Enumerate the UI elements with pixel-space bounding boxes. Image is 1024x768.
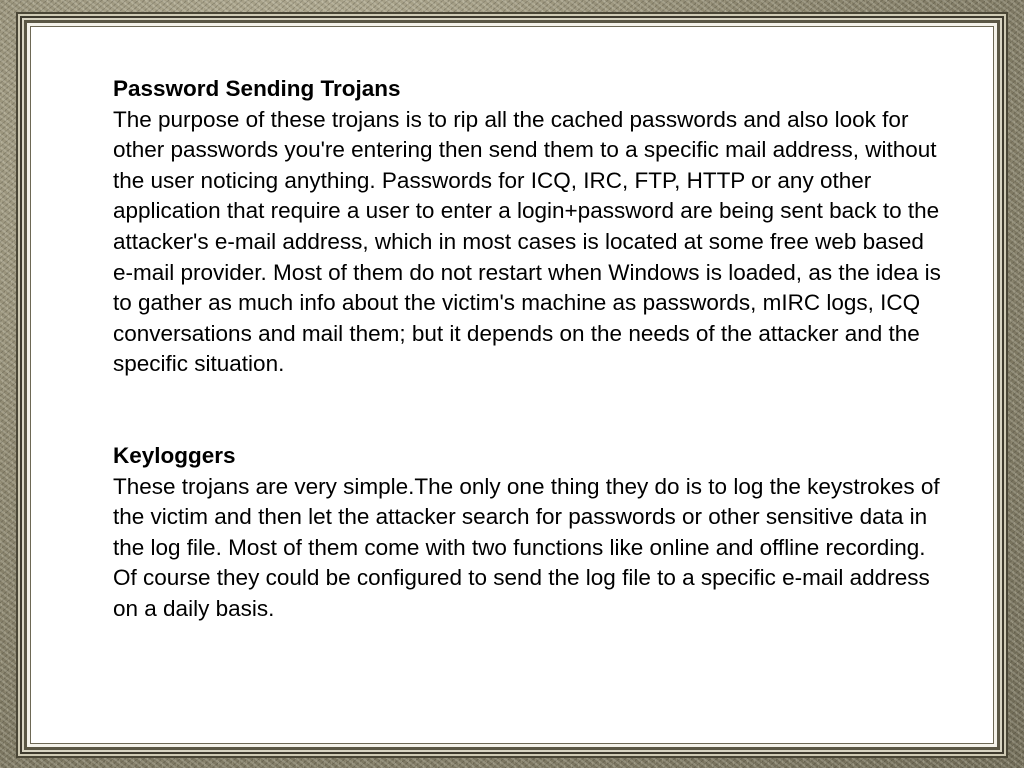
- section-body: The purpose of these trojans is to rip all the cached passwords and also look for other passwords you're entering then send them to a specific mail address, without the user noticing anything. Passwords for ICQ, IRC, FTP, HTTP or any other application that require a user to enter a login+password are being sent back to the attacker's e-mail address, which in most cases is located at some free web based e-mail provider. Most of them do not restart when Windows is loaded, as the idea is to gather as much info about the victim's machine as passwords, mIRC logs, ICQ conversations and mail them; but it depends on the needs of the attacker and the specific situation.: [113, 106, 941, 377]
- slide-content: [113, 74, 943, 625]
- section-title: Keyloggers: [113, 442, 236, 468]
- section-password-sending-trojans: [113, 74, 943, 380]
- section-spacer: [113, 380, 943, 441]
- section-body: These trojans are very simple.The only one thing they do is to log the keystrokes of the victim and then let the attacker search for passwords or other sensitive data in the log file. Most of them come with two functions like online and offline recording. Of course they could be configured to send the log file to a specific e-mail address on a daily basis.: [113, 473, 940, 621]
- section-title: Password Sending Trojans: [113, 76, 401, 101]
- section-keyloggers: [113, 441, 943, 625]
